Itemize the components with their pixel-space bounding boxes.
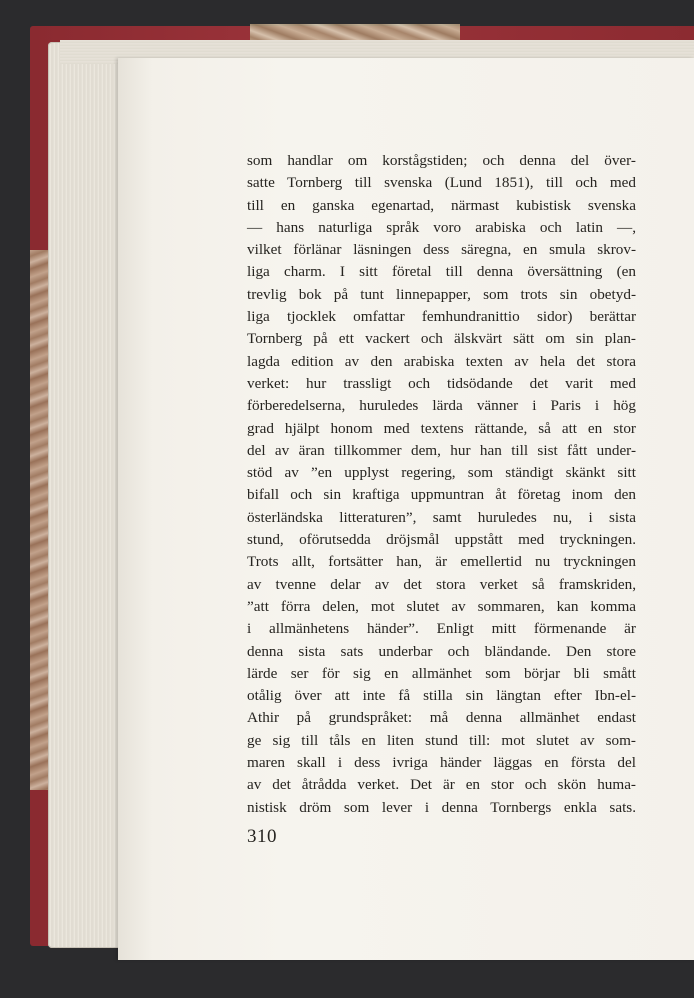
text-line: trevlig bok på tunt linnepapper, som trots sin obetyd- <box>247 285 636 303</box>
text-line: Tornberg på ett vackert och älskvärt sätt om sin plan- <box>247 330 636 348</box>
text-line: vilket förlänar läsningen dess säregna, en smula skrov- <box>247 241 636 259</box>
text-line: Trots allt, fortsätter han, är emellertid nu tryckningen <box>247 553 636 571</box>
text-line: liga tjocklek omfattar femhundranittio sidor) berättar <box>247 308 636 326</box>
text-line: stund, oförutsedda dröjsmål uppstått med tryckningen. <box>247 531 636 549</box>
text-line: i allmänhetens händer”. Enligt mitt förmenande är <box>247 620 636 638</box>
text-line: verket: hur trassligt och tidsödande det varit med <box>247 374 636 392</box>
text-line: del av äran tillkommer dem, hur han till sist fått under- <box>247 441 636 459</box>
text-line: som handlar om korstågstiden; och denna del över- <box>247 152 636 169</box>
text-line: lagda edition av den arabiska texten av hela det stora <box>247 352 636 370</box>
text-line: nistisk dröm som lever i denna Tornbergs enkla sats. <box>247 798 636 816</box>
text-line: förberedelserna, huruledes lärda vänner i Paris i hög <box>247 397 636 415</box>
text-line: satte Tornberg till svenska (Lund 1851), till och med <box>247 174 636 192</box>
text-line: otålig över att inte få stilla sin längtan efter Ibn-el- <box>247 687 636 705</box>
text-line: ”att förra delen, mot slutet av sommaren, kan komma <box>247 597 636 615</box>
text-line: bifall och sin kraftiga uppmuntran åt företag inom den <box>247 486 636 504</box>
text-line: denna sista sats underbar och bländande. Den store <box>247 642 636 660</box>
text-line: ge sig till tåls en liten stund till: mot slutet av som- <box>247 731 636 749</box>
text-line: grad hjälpt honom med textens rättande, så att en stor <box>247 419 636 437</box>
text-line: liga charm. I sitt företal till denna översättning (en <box>247 263 636 281</box>
text-line: — hans naturliga språk voro arabiska och latin —, <box>247 218 636 236</box>
page-number: 310 <box>247 826 277 847</box>
text-line: lärde ser för sig en allmänhet som börjar bli smått <box>247 664 636 682</box>
text-line: av tvenne delar av det stora verket så framskriden, <box>247 575 636 593</box>
body-text <box>247 150 636 819</box>
text-line: maren skall i dess ivriga händer läggas en första del <box>247 754 636 772</box>
text-line: österländska litteraturen”, samt huruledes nu, i sista <box>247 508 636 526</box>
text-line: av det åtrådda verket. Det är en stor och skön huma- <box>247 776 636 794</box>
text-line: till en ganska egenartad, närmast kubistisk svenska <box>247 196 636 214</box>
text-line: Athir på grundspråket: må denna allmänhet endast <box>247 709 636 727</box>
text-line: stöd av ”en upplyst regering, som ständigt skänkt sitt <box>247 464 636 482</box>
